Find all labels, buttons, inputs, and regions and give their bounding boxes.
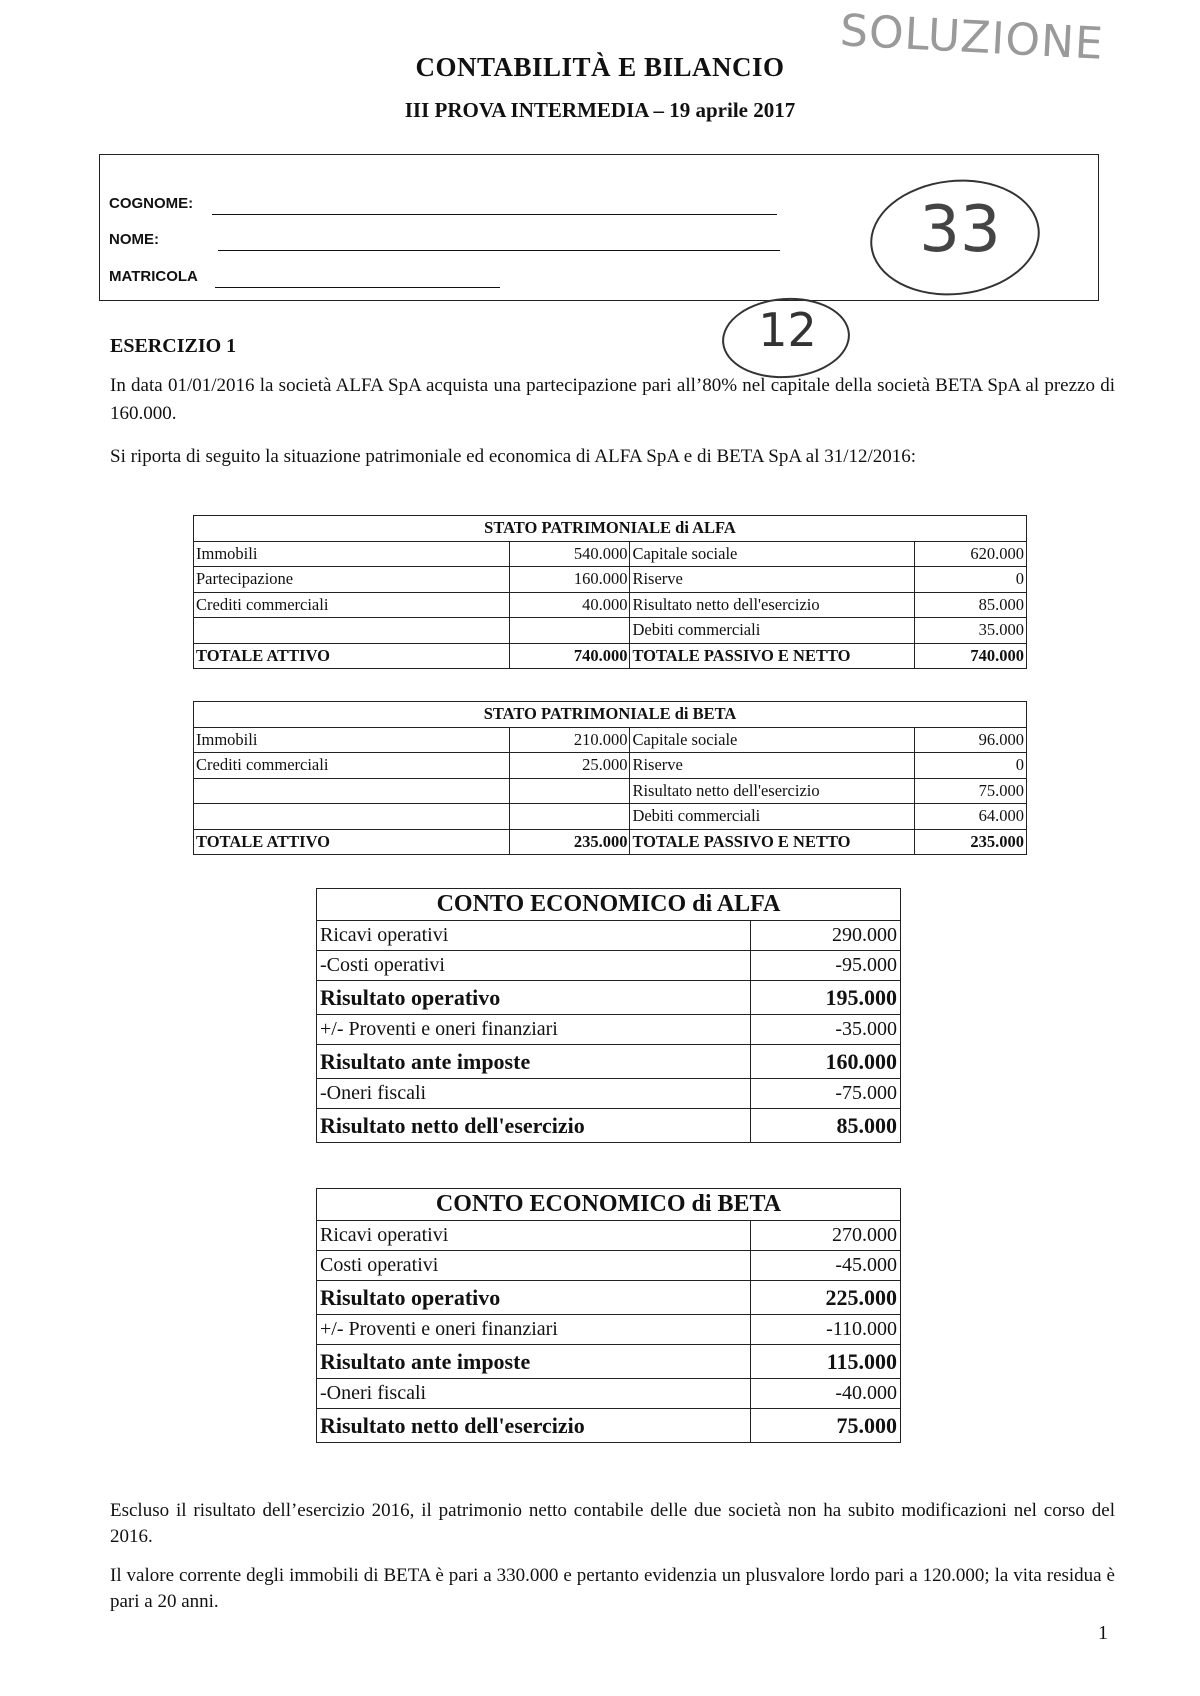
liability-value: 0 <box>915 753 1027 779</box>
table-row <box>317 1079 901 1109</box>
line-value: 195.000 <box>751 981 901 1015</box>
asset-value: 40.000 <box>509 592 630 618</box>
asset-label: Immobili <box>194 541 510 567</box>
balance-sheet-alfa <box>193 515 1027 669</box>
line-value: -40.000 <box>751 1379 901 1409</box>
liability-value: 96.000 <box>915 727 1027 753</box>
liability-label: Riserve <box>630 567 915 593</box>
asset-value: 540.000 <box>509 541 630 567</box>
liability-value: 85.000 <box>915 592 1027 618</box>
line-value: -45.000 <box>751 1251 901 1281</box>
total-assets-value: 740.000 <box>509 643 630 669</box>
table-row <box>317 981 901 1015</box>
liability-label: Debiti commerciali <box>630 804 915 830</box>
line-value: 290.000 <box>751 921 901 951</box>
cognome-line <box>212 213 777 215</box>
table-row <box>317 1251 901 1281</box>
table-row <box>194 541 1027 567</box>
liability-value: 0 <box>915 567 1027 593</box>
exercise-heading: ESERCIZIO 1 <box>110 335 237 357</box>
liability-label: Risultato netto dell'esercizio <box>630 592 915 618</box>
balance-sheet-beta-title: STATO PATRIMONIALE di BETA <box>194 702 1027 728</box>
line-label: Risultato ante imposte <box>317 1345 751 1379</box>
line-label: Costi operativi <box>317 1251 751 1281</box>
table-row <box>317 951 901 981</box>
liability-value: 64.000 <box>915 804 1027 830</box>
total-liabilities-label: TOTALE PASSIVO E NETTO <box>630 829 915 855</box>
table-row <box>317 1379 901 1409</box>
table-row <box>317 1315 901 1345</box>
income-statement-alfa <box>316 888 901 1143</box>
document-title: CONTABILITÀ E BILANCIO <box>415 52 785 82</box>
table-row <box>194 567 1027 593</box>
asset-label: Partecipazione <box>194 567 510 593</box>
table-row <box>194 727 1027 753</box>
asset-label <box>194 778 510 804</box>
line-value: 75.000 <box>751 1409 901 1443</box>
line-value: 85.000 <box>751 1109 901 1143</box>
exercise-paragraph-2: Si riporta di seguito la situazione patrimoniale ed economica di ALFA SpA e di BETA SpA al 31/12/2016: <box>110 446 917 467</box>
line-label: -Costi operativi <box>317 951 751 981</box>
exercise-paragraph-1: In data 01/01/2016 la società ALFA SpA acquista una partecipazione pari all’80% nel capitale della società BETA SpA al prezzo di 160.000. <box>110 375 1115 424</box>
line-label: Risultato operativo <box>317 981 751 1015</box>
income-statement-beta <box>316 1188 901 1443</box>
total-liabilities-label: TOTALE PASSIVO E NETTO <box>630 643 915 669</box>
asset-label: Immobili <box>194 727 510 753</box>
table-row <box>317 1281 901 1315</box>
asset-label <box>194 804 510 830</box>
table-row <box>317 1045 901 1079</box>
table-row <box>317 1409 901 1443</box>
line-label: Risultato netto dell'esercizio <box>317 1109 751 1143</box>
table-row <box>194 592 1027 618</box>
line-label: -Oneri fiscali <box>317 1079 751 1109</box>
line-label: Ricavi operativi <box>317 921 751 951</box>
table-row <box>317 1015 901 1045</box>
line-label: Risultato ante imposte <box>317 1045 751 1079</box>
asset-value: 25.000 <box>509 753 630 779</box>
table-row <box>317 1221 901 1251</box>
liability-label: Debiti commerciali <box>630 618 915 644</box>
nome-line <box>218 249 780 251</box>
matricola-label: MATRICOLA <box>109 268 198 285</box>
line-value: 115.000 <box>751 1345 901 1379</box>
liability-label: Capitale sociale <box>630 727 915 753</box>
line-value: -75.000 <box>751 1079 901 1109</box>
line-value: 270.000 <box>751 1221 901 1251</box>
balance-sheet-alfa-title: STATO PATRIMONIALE di ALFA <box>194 516 1027 542</box>
matricola-line <box>215 286 500 288</box>
line-value: -35.000 <box>751 1015 901 1045</box>
exercise-paragraph-4: Il valore corrente degli immobili di BETA è pari a 330.000 e pertanto evidenzia un plusvalore lordo pari a 120.000; la vita residua è pari a 20 anni. <box>110 1565 1115 1612</box>
table-row <box>194 753 1027 779</box>
table-row <box>194 778 1027 804</box>
table-row <box>194 804 1027 830</box>
asset-value: 160.000 <box>509 567 630 593</box>
liability-label: Riserve <box>630 753 915 779</box>
nome-label: NOME: <box>109 231 159 248</box>
cognome-label: COGNOME: <box>109 195 194 212</box>
income-statement-alfa-title: CONTO ECONOMICO di ALFA <box>317 889 901 921</box>
total-assets-value: 235.000 <box>509 829 630 855</box>
line-label: -Oneri fiscali <box>317 1379 751 1409</box>
table-row <box>317 1345 901 1379</box>
table-total-row <box>194 829 1027 855</box>
table-row <box>317 921 901 951</box>
total-liabilities-value: 235.000 <box>915 829 1027 855</box>
handwritten-solution-note: SOLUZIONE <box>838 5 1105 70</box>
liability-label: Capitale sociale <box>630 541 915 567</box>
total-score: 33 <box>919 193 1001 267</box>
line-value: 225.000 <box>751 1281 901 1315</box>
balance-sheet-beta <box>193 701 1027 855</box>
asset-value <box>509 804 630 830</box>
page-number: 1 <box>1098 1622 1108 1644</box>
asset-value <box>509 618 630 644</box>
line-value: -110.000 <box>751 1315 901 1345</box>
liability-label: Risultato netto dell'esercizio <box>630 778 915 804</box>
liability-value: 35.000 <box>915 618 1027 644</box>
asset-value <box>509 778 630 804</box>
document-subtitle: III PROVA INTERMEDIA – 19 aprile 2017 <box>404 98 796 122</box>
income-statement-beta-title: CONTO ECONOMICO di BETA <box>317 1189 901 1221</box>
line-label: +/- Proventi e oneri finanziari <box>317 1315 751 1345</box>
line-label: +/- Proventi e oneri finanziari <box>317 1015 751 1045</box>
asset-label: Crediti commerciali <box>194 592 510 618</box>
line-label: Risultato netto dell'esercizio <box>317 1409 751 1443</box>
liability-value: 75.000 <box>915 778 1027 804</box>
line-label: Risultato operativo <box>317 1281 751 1315</box>
line-label: Ricavi operativi <box>317 1221 751 1251</box>
exercise-score: 12 <box>758 303 817 357</box>
exercise-paragraph-3: Escluso il risultato dell’esercizio 2016, il patrimonio netto contabile delle due società non ha subito modificazioni nel corso del 2016. <box>110 1500 1115 1547</box>
liability-value: 620.000 <box>915 541 1027 567</box>
line-value: -95.000 <box>751 951 901 981</box>
total-assets-label: TOTALE ATTIVO <box>194 643 510 669</box>
asset-label: Crediti commerciali <box>194 753 510 779</box>
table-total-row <box>194 643 1027 669</box>
table-row <box>317 1109 901 1143</box>
table-row <box>194 618 1027 644</box>
asset-label <box>194 618 510 644</box>
total-liabilities-value: 740.000 <box>915 643 1027 669</box>
line-value: 160.000 <box>751 1045 901 1079</box>
total-assets-label: TOTALE ATTIVO <box>194 829 510 855</box>
asset-value: 210.000 <box>509 727 630 753</box>
